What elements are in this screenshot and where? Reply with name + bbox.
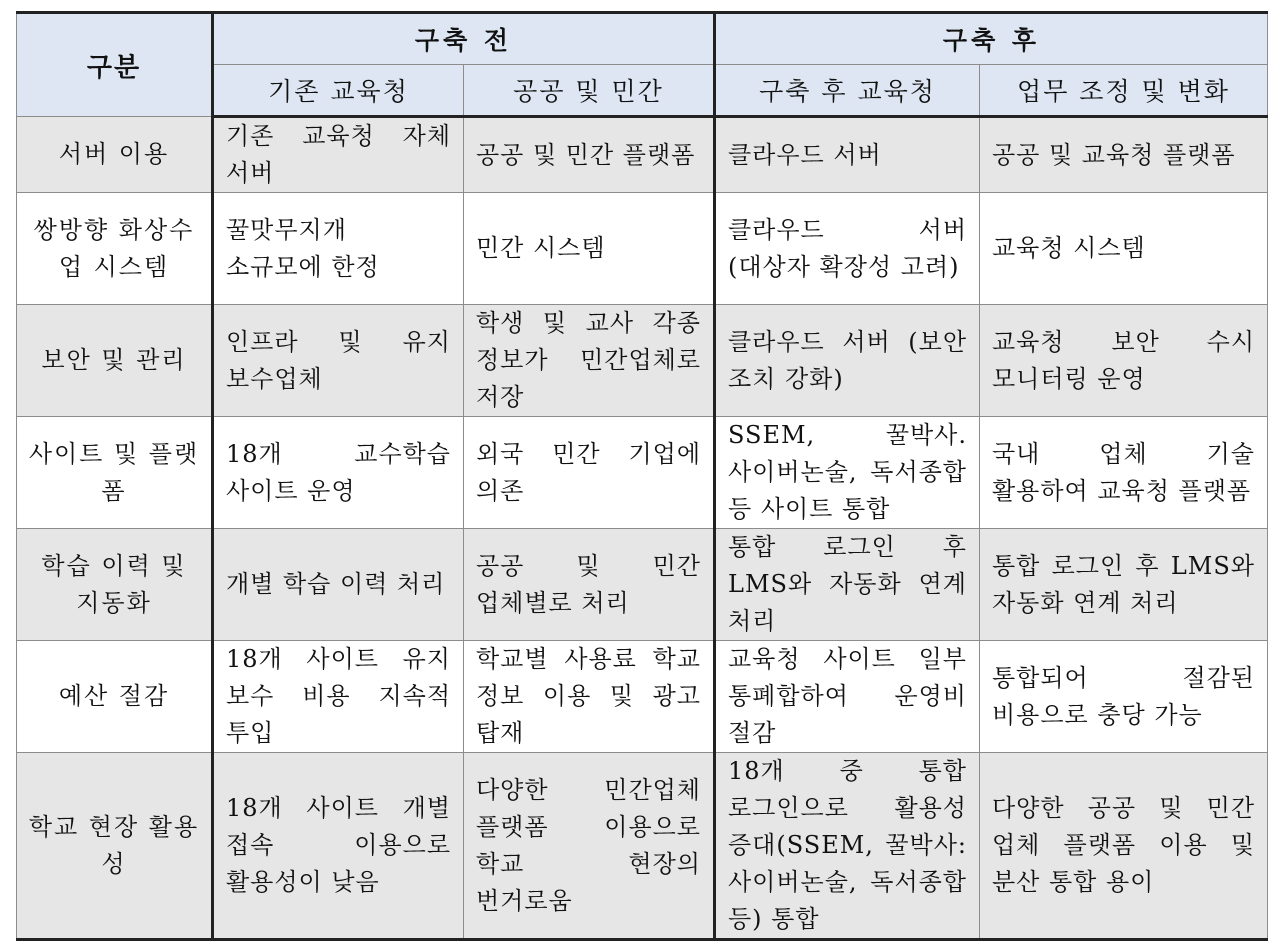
cell-work-change: 교육청 보안 수시 모니터링 운영 [980, 305, 1268, 417]
cell-after-office: 클라우드 서버 (대상자 확장성 고려) [715, 193, 980, 305]
header-after-office: 구축 후 교육청 [715, 65, 980, 117]
table-row [17, 753, 1268, 940]
cell-public-private: 다양한 민간업체 플랫폼 이용으로 학교 현장의 번거로움 [464, 753, 715, 940]
cell-after-office: 18개 중 통합 로그인으로 활용성 증대(SSEM, 꿀박사: 사이버논술, 독서종합 등) 통합 [715, 753, 980, 940]
header-before-group: 구축 전 [213, 13, 715, 65]
cell-existing-office: 18개 교수학습 사이트 운영 [213, 417, 464, 529]
cell-work-change: 국내 업체 기술 활용하여 교육청 플랫폼 [980, 417, 1268, 529]
cell-existing-office: 개별 학습 이력 처리 [213, 529, 464, 641]
row-label: 사이트 및 플랫폼 [17, 417, 213, 529]
cell-work-change: 통합되어 절감된 비용으로 충당 가능 [980, 641, 1268, 753]
comparison-table [16, 11, 1268, 941]
table-row [17, 529, 1268, 641]
cell-public-private: 민간 시스템 [464, 193, 715, 305]
cell-existing-office: 18개 사이트 유지 보수 비용 지속적 투입 [213, 641, 464, 753]
row-label: 쌍방향 화상수업 시스템 [17, 193, 213, 305]
cell-after-office: 통합 로그인 후 LMS와 자동화 연계 처리 [715, 529, 980, 641]
table-row [17, 417, 1268, 529]
cell-public-private: 학생 및 교사 각종 정보가 민간업체로 저장 [464, 305, 715, 417]
row-label: 예산 절감 [17, 641, 213, 753]
row-label: 서버 이용 [17, 117, 213, 193]
cell-public-private: 공공 및 민간 플랫폼 [464, 117, 715, 193]
cell-public-private: 공공 및 민간 업체별로 처리 [464, 529, 715, 641]
table-row [17, 193, 1268, 305]
cell-after-office: 교육청 사이트 일부 통폐합하여 운영비 절감 [715, 641, 980, 753]
cell-existing-office: 18개 사이트 개별 접속 이용으로 활용성이 낮음 [213, 753, 464, 940]
row-label: 보안 및 관리 [17, 305, 213, 417]
table-body [17, 117, 1268, 940]
header-row-groups [17, 13, 1268, 65]
cell-after-office: SSEM, 꿀박사. 사이버논술, 독서종합 등 사이트 통합 [715, 417, 980, 529]
header-after-group: 구축 후 [715, 13, 1268, 65]
cell-existing-office: 꿀맛무지개 소규모에 한정 [213, 193, 464, 305]
cell-work-change: 다양한 공공 및 민간 업체 플랫폼 이용 및 분산 통합 용이 [980, 753, 1268, 940]
cell-existing-office: 인프라 및 유지 보수업체 [213, 305, 464, 417]
table-row [17, 641, 1268, 753]
cell-existing-office: 기존 교육청 자체 서버 [213, 117, 464, 193]
header-public-private: 공공 및 민간 [464, 65, 715, 117]
row-label: 학교 현장 활용성 [17, 753, 213, 940]
row-label: 학습 이력 및 지동화 [17, 529, 213, 641]
cell-work-change: 교육청 시스템 [980, 193, 1268, 305]
header-category: 구분 [17, 13, 213, 117]
cell-public-private: 학교별 사용료 학교 정보 이용 및 광고 탑재 [464, 641, 715, 753]
cell-public-private: 외국 민간 기업에 의존 [464, 417, 715, 529]
header-work-change: 업무 조정 및 변화 [980, 65, 1268, 117]
cell-after-office: 클라우드 서버 [715, 117, 980, 193]
table-header [17, 13, 1268, 117]
table-row [17, 305, 1268, 417]
cell-work-change: 통합 로그인 후 LMS와 자동화 연계 처리 [980, 529, 1268, 641]
table-row [17, 117, 1268, 193]
cell-work-change: 공공 및 교육청 플랫폼 [980, 117, 1268, 193]
cell-after-office: 클라우드 서버 (보안 조치 강화) [715, 305, 980, 417]
header-existing-office: 기존 교육청 [213, 65, 464, 117]
